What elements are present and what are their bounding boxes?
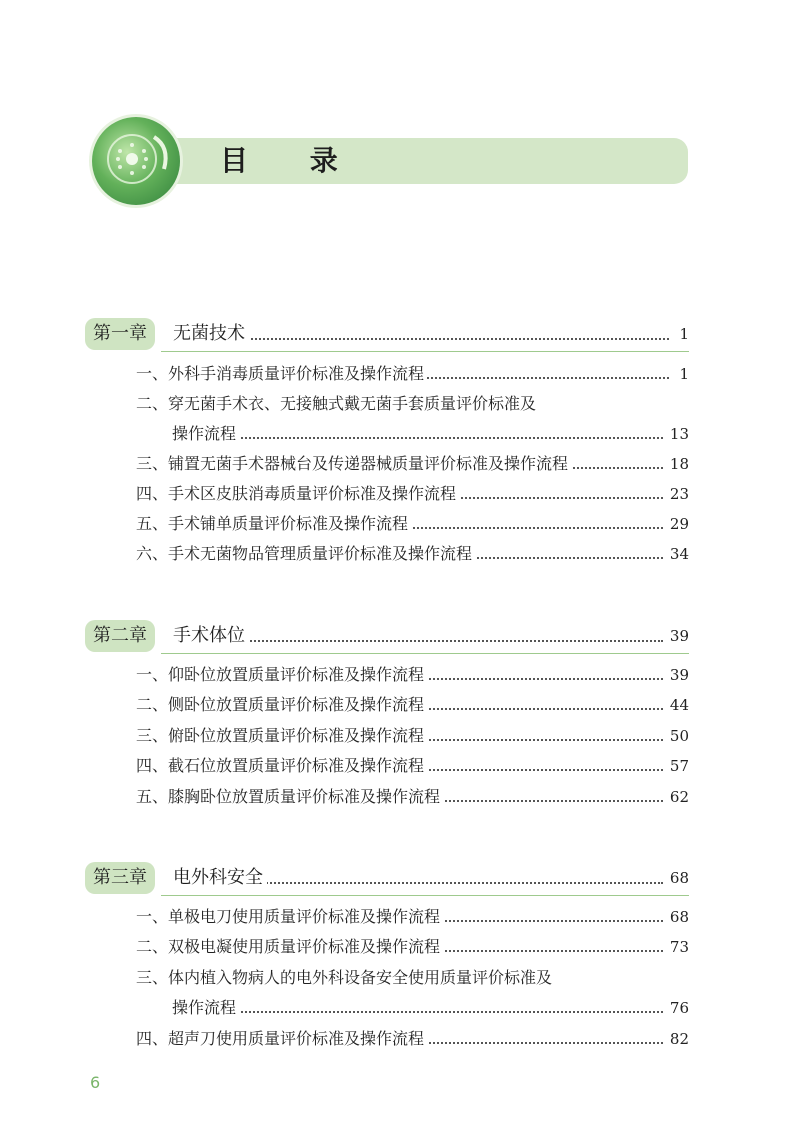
- page-number: 1: [675, 324, 689, 344]
- chapter-title: 手术体位: [173, 620, 249, 652]
- page-number: 44: [667, 695, 689, 715]
- page-number: 57: [667, 756, 689, 776]
- toc-entry[interactable]: [136, 967, 689, 989]
- page-number: 76: [667, 998, 689, 1018]
- entry-title: 六、手术无菌物品管理质量评价标准及操作流程: [136, 543, 475, 565]
- entry-title: 三、俯卧位放置质量评价标准及操作流程: [136, 725, 427, 747]
- entry-title: 一、仰卧位放置质量评价标准及操作流程: [136, 664, 427, 686]
- leader-dots: [172, 1011, 663, 1013]
- toc-entry[interactable]: [136, 543, 689, 565]
- chapter-label: 第三章: [85, 862, 155, 894]
- page-number: 50: [667, 726, 689, 746]
- entry-title: 四、手术区皮肤消毒质量评价标准及操作流程: [136, 483, 459, 505]
- entry-title: 二、穿无菌手术衣、无接触式戴无菌手套质量评价标准及: [136, 393, 539, 415]
- page-number: 39: [666, 626, 689, 646]
- page-number: 1: [676, 364, 689, 384]
- toc-entry[interactable]: [136, 483, 689, 505]
- chapter-heading[interactable]: [85, 318, 689, 350]
- entry-title-continuation: 操作流程: [172, 423, 239, 445]
- entry-title: 一、单极电刀使用质量评价标准及操作流程: [136, 906, 443, 928]
- chapter-rule: [161, 653, 689, 654]
- toc-entry[interactable]: [136, 786, 689, 808]
- entry-title: 五、手术铺单质量评价标准及操作流程: [136, 513, 411, 535]
- toc-entry-continuation[interactable]: [172, 423, 689, 445]
- entry-title: 四、截石位放置质量评价标准及操作流程: [136, 755, 427, 777]
- entry-title: 二、侧卧位放置质量评价标准及操作流程: [136, 694, 427, 716]
- toc-entry[interactable]: [136, 936, 689, 958]
- chapter-heading[interactable]: [85, 862, 689, 894]
- page-number: 23: [667, 484, 689, 504]
- toc-entry[interactable]: [136, 393, 689, 415]
- page-number: 18: [667, 454, 689, 474]
- page-number: 73: [667, 937, 689, 957]
- leader-dots: [172, 437, 663, 439]
- entry-title: 二、双极电凝使用质量评价标准及操作流程: [136, 936, 443, 958]
- toc-entry[interactable]: [136, 513, 689, 535]
- toc-entry[interactable]: [136, 694, 689, 716]
- page-number: 68: [666, 868, 689, 888]
- toc-entry[interactable]: [136, 906, 689, 928]
- entry-title: 三、体内植入物病人的电外科设备安全使用质量评价标准及: [136, 967, 555, 989]
- toc-entry[interactable]: [136, 363, 689, 385]
- chapter-rule: [161, 895, 689, 896]
- chapter-label: 第二章: [85, 620, 155, 652]
- toc-entry-continuation[interactable]: [172, 997, 689, 1019]
- chapter-heading[interactable]: [85, 620, 689, 652]
- toc-entry[interactable]: [136, 755, 689, 777]
- toc-entry[interactable]: [136, 453, 689, 475]
- toc-entry[interactable]: [136, 664, 689, 686]
- page-number: 34: [667, 544, 689, 564]
- chapter-rule: [161, 351, 689, 352]
- chapter-title: 电外科安全: [173, 862, 267, 894]
- page-number: 62: [667, 787, 689, 807]
- chapter-title: 无菌技术: [173, 318, 249, 350]
- entry-title-continuation: 操作流程: [172, 997, 239, 1019]
- showerhead-logo-icon: [92, 117, 180, 205]
- page-number: 82: [667, 1029, 689, 1049]
- entry-title: 三、铺置无菌手术器械台及传递器械质量评价标准及操作流程: [136, 453, 571, 475]
- page-number: 68: [667, 907, 689, 927]
- entry-title: 五、膝胸卧位放置质量评价标准及操作流程: [136, 786, 443, 808]
- page-number: 29: [667, 514, 689, 534]
- page-number: 39: [667, 665, 689, 685]
- page-folio: 6: [90, 1073, 101, 1092]
- leader-dots: [175, 338, 669, 340]
- toc-entry[interactable]: [136, 1028, 689, 1050]
- page-title: 目 录: [220, 144, 364, 177]
- toc-entry[interactable]: [136, 725, 689, 747]
- entry-title: 四、超声刀使用质量评价标准及操作流程: [136, 1028, 427, 1050]
- page-number: 13: [667, 424, 689, 444]
- entry-title: 一、外科手消毒质量评价标准及操作流程: [136, 363, 427, 385]
- chapter-label: 第一章: [85, 318, 155, 350]
